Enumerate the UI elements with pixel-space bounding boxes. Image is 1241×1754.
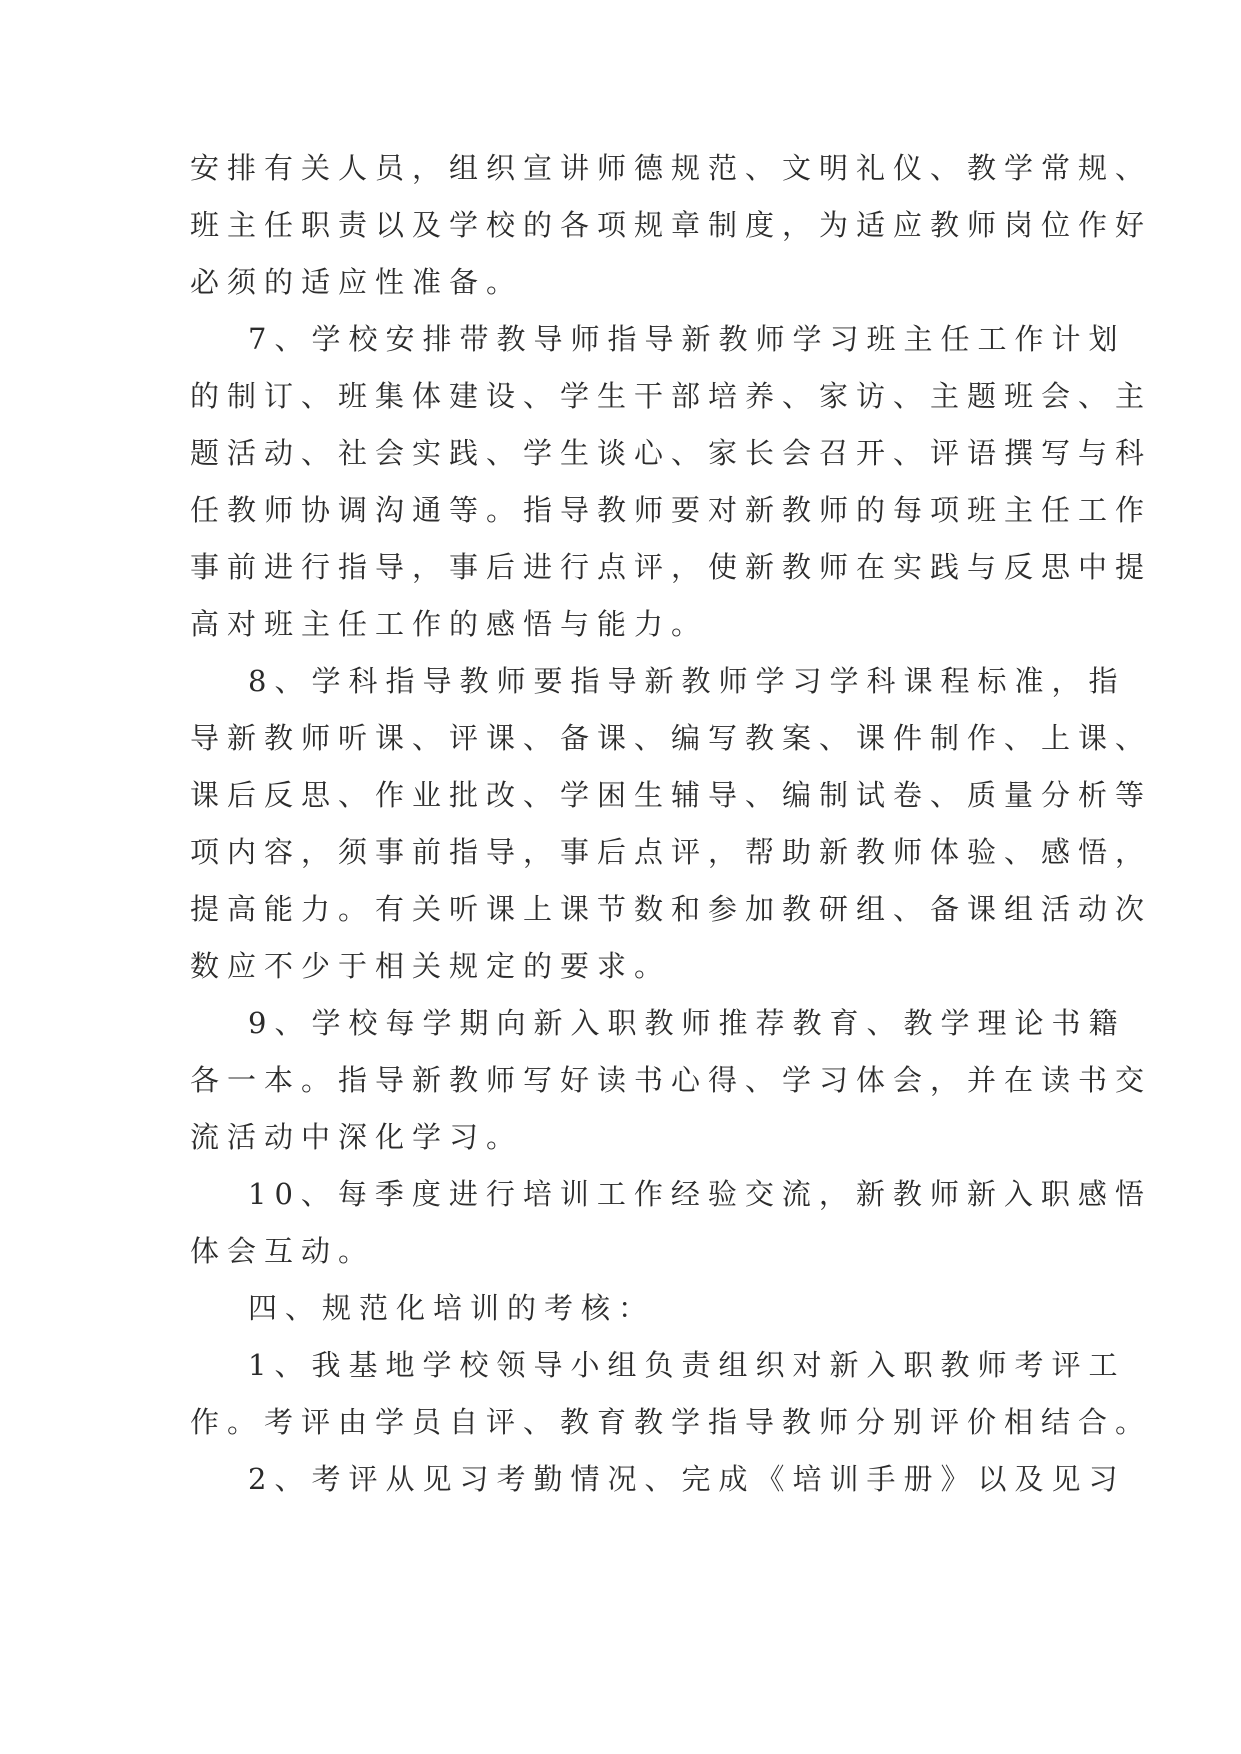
text-line: 项内容，须事前指导，事后点评，帮助新教师体验、感悟， (190, 835, 1153, 869)
text-line: 的制订、班集体建设、学生干部培养、家访、主题班会、主 (190, 379, 1153, 413)
text-line: 必须的适应性准备。 (190, 265, 524, 299)
text-line: 课后反思、作业批改、学困生辅导、编制试卷、质量分析等 (190, 778, 1153, 812)
text-line: 数应不少于相关规定的要求。 (190, 949, 672, 983)
text-line: 任教师协调沟通等。指导教师要对新教师的每项班主任工作 (190, 493, 1153, 527)
text-line: 体会互动。 (190, 1234, 376, 1268)
text-line: 提高能力。有关听课上课节数和参加教研组、备课组活动次 (190, 892, 1153, 926)
text-line: 导新教师听课、评课、备课、编写教案、课件制作、上课、 (190, 721, 1153, 755)
text-line: 10、每季度进行培训工作经验交流，新教师新入职感悟 (248, 1177, 1152, 1211)
text-line: 班主任职责以及学校的各项规章制度，为适应教师岗位作好 (190, 208, 1153, 242)
text-line: 1、我基地学校领导小组负责组织对新入职教师考评工 (248, 1348, 1126, 1382)
text-line: 安排有关人员，组织宣讲师德规范、文明礼仪、教学常规、 (190, 151, 1153, 185)
text-line: 作。考评由学员自评、教育教学指导教师分别评价相结合。 (190, 1405, 1153, 1439)
text-line: 流活动中深化学习。 (190, 1120, 524, 1154)
text-line: 事前进行指导，事后进行点评，使新教师在实践与反思中提 (190, 550, 1153, 584)
text-line: 高对班主任工作的感悟与能力。 (190, 607, 709, 641)
text-line: 题活动、社会实践、学生谈心、家长会召开、评语撰写与科 (190, 436, 1153, 470)
text-line: 8、学科指导教师要指导新教师学习学科课程标准，指 (248, 664, 1126, 698)
text-line: 9、学校每学期向新入职教师推荐教育、教学理论书籍 (248, 1006, 1126, 1040)
section-heading: 四、规范化培训的考核： (248, 1291, 656, 1325)
text-line: 2、考评从见习考勤情况、完成《培训手册》以及见习 (248, 1462, 1126, 1496)
text-line: 各一本。指导新教师写好读书心得、学习体会，并在读书交 (190, 1063, 1153, 1097)
text-line: 7、学校安排带教导师指导新教师学习班主任工作计划 (248, 322, 1126, 356)
